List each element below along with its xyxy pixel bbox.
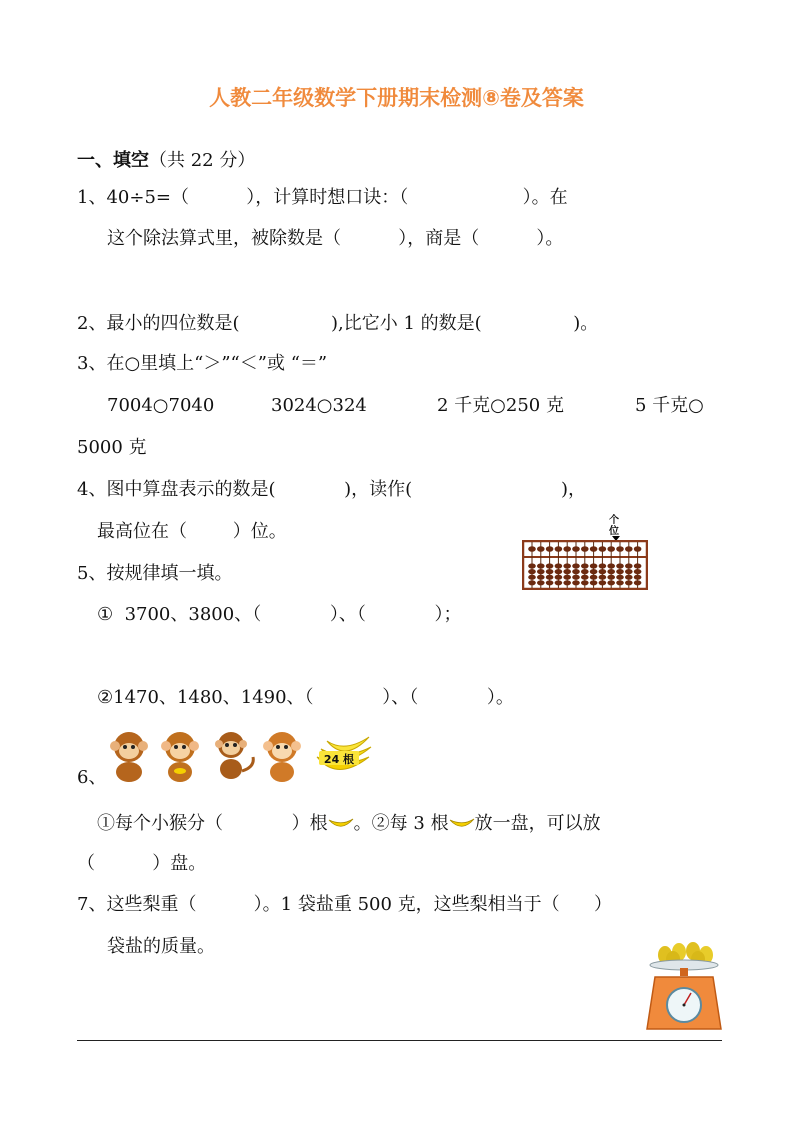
monkey-1-icon — [110, 732, 148, 782]
q3-item-3: 2 千克○250 克 — [437, 395, 564, 416]
q3-item-2: 3024○324 — [271, 395, 367, 416]
q6-line2: （ ）盘。 — [77, 853, 207, 874]
q6-line1 — [97, 812, 601, 836]
q3-wrap: 5000 克 — [77, 437, 147, 458]
q1-line1: 1、40÷5=（ ），计算时想口诀：（ ）。在 — [77, 187, 568, 208]
banana-icon — [328, 817, 354, 831]
monkey-4-icon — [263, 732, 301, 782]
monkey-3-icon — [215, 732, 253, 779]
q5-item1: ① 3700、3800、（ ）、（ ）； — [97, 604, 462, 625]
q6-line1-part2: 。②每 3 根 — [353, 813, 449, 834]
pears-on-scale-image — [643, 937, 725, 1032]
banana-icon — [449, 817, 475, 831]
q7-line1: 7、这些梨重（ ）。1 袋盐重 500 克，这些梨相当于（ ） — [77, 894, 612, 915]
q5-item2: ②1470、1480、1490、（ ）、（ ）。 — [97, 687, 514, 708]
q2-line: 2、最小的四位数是( ),比它小 1 的数是( )。 — [77, 313, 599, 334]
divider-line — [77, 1040, 722, 1041]
q1-line2: 这个除法算式里，被除数是（ ），商是（ ）。 — [107, 228, 564, 249]
monkey-2-icon — [161, 732, 199, 782]
page-title: 人教二年级数学下册期末检测⑧卷及答案 — [209, 86, 584, 110]
q3-item-4: 5 千克○ — [635, 395, 704, 416]
abacus-ones-label: 个位 — [609, 515, 619, 537]
q6-line1-part3: 放一盘，可以放 — [474, 813, 601, 834]
banana-count-label: 24 根 — [323, 753, 355, 766]
section-heading — [77, 146, 255, 172]
q6-line1-part1: ①每个小猴分（ ）根 — [97, 813, 328, 834]
section-title: 一、填空 — [77, 150, 149, 171]
monkeys-and-bananas-image — [107, 727, 377, 783]
section-points: （共 22 分） — [149, 150, 256, 171]
q4-line1: 4、图中算盘表示的数是( )，读作( )， — [77, 479, 586, 500]
q3-line1: 3、在○里填上“＞”“＜”或 “＝” — [77, 353, 328, 374]
abacus-image — [522, 540, 648, 590]
q7-line2: 袋盐的质量。 — [107, 936, 215, 957]
q3-item-1: 7004○7040 — [107, 395, 215, 416]
q6-number: 6、 — [77, 767, 107, 788]
q5-line1: 5、按规律填一填。 — [77, 563, 233, 584]
q4-line2: 最高位在（ ）位。 — [97, 521, 287, 542]
